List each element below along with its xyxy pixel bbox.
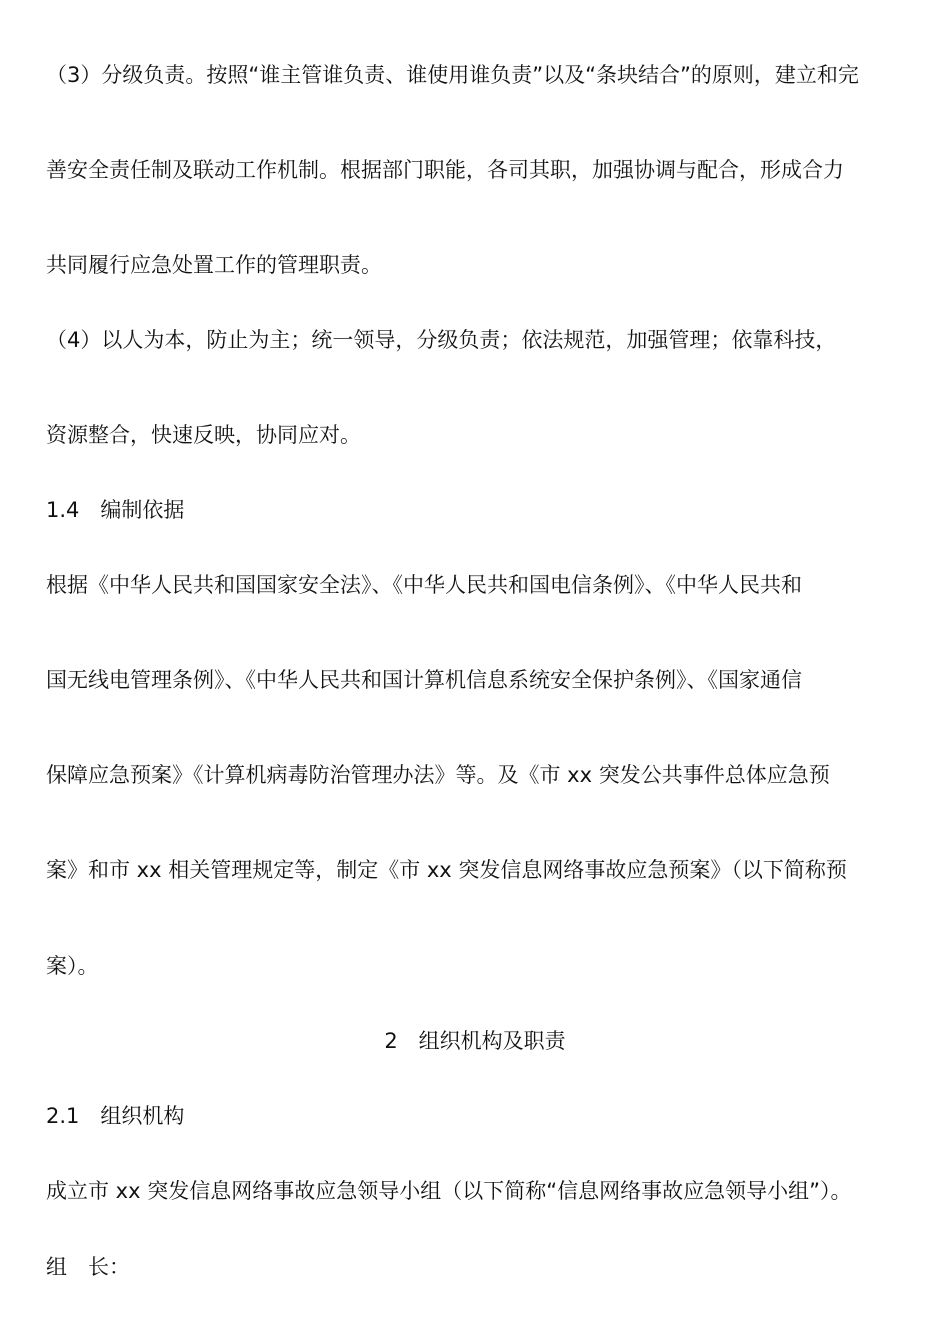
chapter-2-heading: 2 组织机构及职责: [384, 1029, 566, 1053]
paragraph-3-line-1: （3）分级负责。按照“谁主管谁负责、谁使用谁负责”以及“条块结合”的原则，建立和完: [46, 63, 859, 87]
basis-line-1: 根据《中华人民共和国国家安全法》、《中华人民共和国电信条例》、《中华人民共和: [46, 573, 802, 597]
section-1-4-heading: 1.4 编制依据: [46, 498, 185, 522]
basis-line-5: 案）。: [46, 954, 99, 978]
paragraph-3-line-3: 共同履行应急处置工作的管理职责。: [46, 253, 382, 277]
paragraph-4-line-2: 资源整合，快速反映，协同应对。: [46, 423, 361, 447]
section-2-1-heading: 2.1 组织机构: [46, 1104, 185, 1128]
paragraph-4-line-1: （4）以人为本，防止为主；统一领导，分级负责；依法规范，加强管理；依靠科技，: [46, 328, 837, 352]
basis-line-4: 案》和市 xx 相关管理规定等，制定《市 xx 突发信息网络事故应急预案》（以下简称预: [46, 858, 847, 882]
paragraph-3-line-2: 善安全责任制及联动工作机制。根据部门职能，各司其职，加强协调与配合，形成合力: [46, 158, 844, 182]
basis-line-2: 国无线电管理条例》、《中华人民共和国计算机信息系统安全保护条例》、《国家通信: [46, 668, 802, 692]
organization-paragraph: 成立市 xx 突发信息网络事故应急领导小组（以下简称“信息网络事故应急领导小组”）。: [46, 1179, 852, 1203]
group-leader-label: 组 长：: [46, 1255, 130, 1279]
basis-line-3: 保障应急预案》《计算机病毒防治管理办法》等。及《市 xx 突发公共事件总体应急预: [46, 763, 830, 787]
